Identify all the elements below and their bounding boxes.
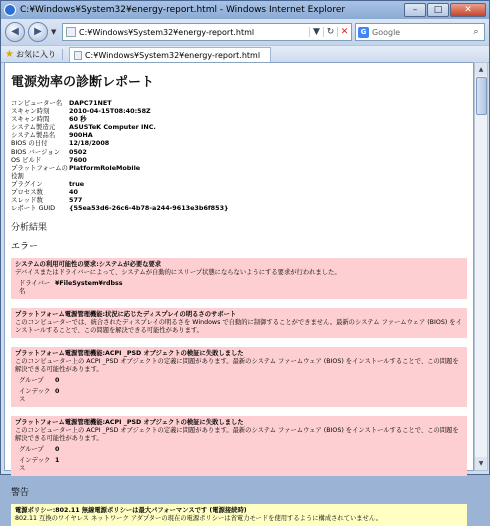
- info-row: [11, 131, 467, 139]
- info-row: [11, 123, 467, 131]
- info-value: 40: [69, 188, 78, 197]
- info-row: [11, 107, 467, 115]
- info-row: [11, 196, 467, 204]
- google-logo-icon: G: [358, 27, 369, 38]
- error-field-key: インデックス: [19, 457, 51, 473]
- error-description: このコンピューター上の ACPI _PSD オブジェクトの定義に問題があります。最新のシステム ファームウェア (BIOS) をインストールすることで、この問題を解決できる可能性があります。: [15, 427, 459, 443]
- error-block: [11, 308, 467, 338]
- info-value: 0502: [69, 147, 87, 156]
- errors-heading: エラー: [11, 242, 39, 253]
- info-value: 900HA: [69, 131, 93, 140]
- error-field-value: 0: [55, 388, 60, 396]
- info-value: 2010-04-15T08:40:58Z: [69, 107, 151, 116]
- info-key: プロセス数: [11, 188, 43, 197]
- info-value: 577: [69, 196, 83, 205]
- info-value: true: [69, 179, 85, 188]
- section-title: 分析結果: [11, 223, 48, 234]
- page-icon: [66, 27, 76, 37]
- info-key: コンピューター名: [11, 99, 63, 107]
- star-icon: ★: [5, 48, 14, 60]
- report-content: [4, 62, 474, 523]
- info-row: [11, 139, 467, 147]
- error-description: このコンピューターでは、統合されたディスプレイの明るさを Windows で自動的に制御することができません。最新のシステム ファームウェア (BIOS) をインストールすることで、この問題を解決できる可能性があります。: [15, 319, 462, 335]
- warning-list: [11, 504, 467, 526]
- info-key: OS ビルド: [11, 155, 42, 164]
- error-list: [11, 258, 467, 476]
- info-key: プラットフォームの役割: [11, 163, 68, 180]
- error-field-key: インデックス: [19, 388, 51, 404]
- warnings-heading: 警告: [11, 488, 30, 499]
- error-title: プラットフォーム電源管理機能:ACPI _PSD オブジェクトの検証に失敗しました: [15, 419, 244, 427]
- info-value: DAPC71NET: [69, 99, 112, 107]
- info-row: [11, 156, 467, 164]
- info-key: スキャン時刻: [11, 107, 50, 116]
- error-description: このコンピューター上の ACPI _PSD オブジェクトの定義に問題があります。最新のシステム ファームウェア (BIOS) をインストールすることで、この問題を解決できる可能性があります。: [15, 358, 459, 374]
- info-row: [11, 204, 467, 212]
- error-field-key: グループ: [19, 446, 44, 454]
- window-title: C:¥Windows¥System32¥energy-report.html - Windows Internet Explorer: [20, 5, 346, 15]
- search-box[interactable]: [355, 23, 485, 41]
- warning-description: 802.11 互換のワイヤレス ネットワーク アダプターの現在の電源ポリシーは省電力モードを使用するように構成されていません。: [15, 515, 382, 523]
- info-value: PlatformRoleMobile: [69, 163, 141, 172]
- info-key: BIOS の日付: [11, 139, 48, 148]
- error-field-value: ¥FileSystem¥rdbss: [55, 280, 123, 288]
- title-bar[interactable]: [1, 1, 489, 19]
- info-row: [11, 180, 467, 188]
- error-title: プラットフォーム電源管理機能:状況に応じたディスプレイの明るさのサポート: [15, 311, 237, 319]
- info-key: システム製造元: [11, 123, 56, 132]
- info-row: [11, 115, 467, 123]
- error-description: デバイスまたはドライバーによって、システムが自動的にスリープ状態にならないようにする要求が行われました。: [15, 269, 341, 277]
- error-field: [15, 457, 463, 473]
- tab-energy-report[interactable]: [69, 47, 271, 63]
- info-value: 12/18/2008: [69, 139, 110, 148]
- error-field-key: グループ: [19, 377, 44, 385]
- info-row: [11, 164, 467, 180]
- address-bar[interactable]: [62, 23, 352, 41]
- close-button[interactable]: ✕: [450, 3, 486, 17]
- error-block: [11, 416, 467, 476]
- vertical-scrollbar[interactable]: [474, 62, 488, 471]
- info-key: BIOS バージョン: [11, 147, 61, 156]
- page-icon: [74, 51, 82, 60]
- error-block: [11, 347, 467, 407]
- info-row: [11, 99, 467, 107]
- error-field: [15, 446, 463, 454]
- warning-title: 電源ポリシー:802.11 無線電源ポリシーは最大パフォーマンスです (電源接続時): [15, 507, 247, 515]
- minimize-button[interactable]: –: [404, 3, 426, 17]
- info-row: [11, 188, 467, 196]
- error-field-value: 0: [55, 377, 60, 385]
- page-title: 電源効率の診断レポート: [11, 75, 155, 90]
- error-field: [15, 388, 463, 404]
- error-title: プラットフォーム電源管理機能:ACPI _PSD オブジェクトの検証に失敗しました: [15, 350, 244, 358]
- favorites-bar: [1, 45, 489, 63]
- scroll-down-icon[interactable]: ▼: [475, 457, 487, 470]
- refresh-button[interactable]: ↻: [323, 27, 337, 37]
- internet-explorer-icon: [4, 4, 16, 16]
- error-field: [15, 377, 463, 385]
- info-key: プラグイン: [11, 179, 43, 188]
- back-button[interactable]: ◀: [5, 22, 25, 42]
- info-value: {55ea53d6-26c6-4b78-a244-9613e3b6f853}: [69, 204, 229, 213]
- info-value: 7600: [69, 155, 87, 164]
- error-block: [11, 258, 467, 299]
- error-field-key: ドライバー名: [19, 280, 51, 296]
- search-input[interactable]: Google: [372, 27, 401, 37]
- error-field-value: 1: [55, 457, 60, 465]
- search-icon[interactable]: ⌕: [473, 27, 479, 37]
- favorites-label: お気に入り: [15, 49, 56, 59]
- info-key: レポート GUID: [11, 204, 56, 213]
- navigation-bar: [1, 19, 489, 45]
- scroll-thumb[interactable]: [476, 77, 487, 115]
- report-info-table: [11, 99, 467, 212]
- info-key: システム製品名: [11, 131, 56, 140]
- history-dropdown-icon[interactable]: ▼: [51, 28, 57, 36]
- scroll-up-icon[interactable]: ▲: [475, 63, 487, 76]
- address-text[interactable]: C:¥Windows¥System32¥energy-report.html: [79, 27, 255, 37]
- error-title: システムの利用可能性の要求:システムが必要な要求: [15, 261, 162, 269]
- info-value: 60 秒: [69, 115, 87, 124]
- stop-button[interactable]: ✕: [337, 27, 351, 37]
- error-field-value: 0: [55, 446, 60, 454]
- info-row: [11, 148, 467, 156]
- forward-button[interactable]: ▶: [28, 22, 48, 42]
- info-key: スレッド数: [11, 196, 43, 205]
- error-field: [15, 280, 463, 296]
- favorites-button[interactable]: [5, 49, 63, 60]
- warning-block: [11, 504, 467, 526]
- maximize-button[interactable]: □: [427, 3, 449, 17]
- tab-label: C:¥Windows¥System32¥energy-report.html: [84, 51, 261, 60]
- info-value: ASUSTeK Computer INC.: [69, 123, 156, 132]
- info-key: スキャン時間: [11, 115, 50, 124]
- address-dropdown-icon[interactable]: ▼: [309, 27, 323, 37]
